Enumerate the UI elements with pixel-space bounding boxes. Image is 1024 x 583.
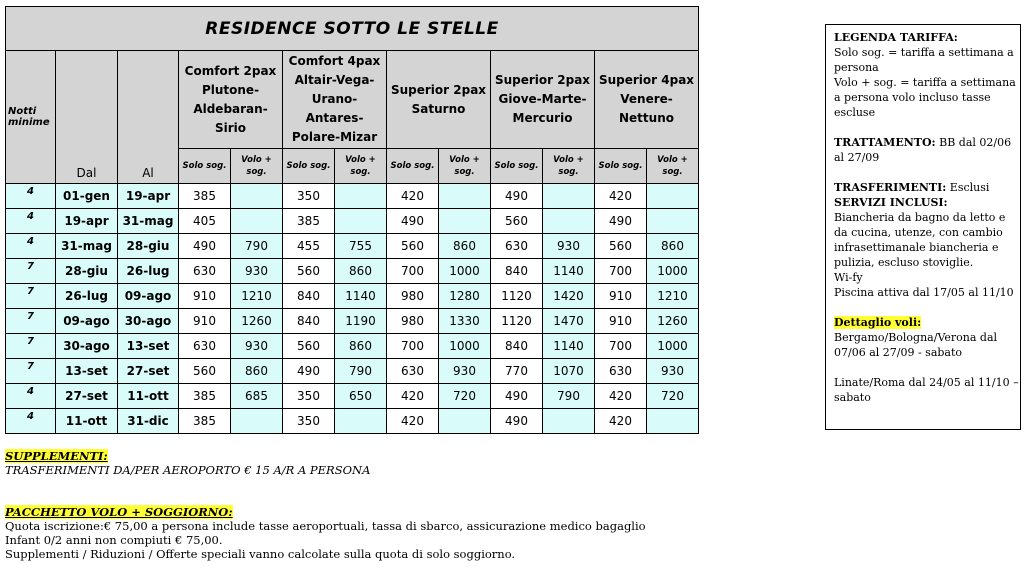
volo-price-cell: 1140 bbox=[543, 259, 595, 284]
volo-price-cell: 1210 bbox=[231, 284, 283, 309]
solo-price-cell: 700 bbox=[595, 334, 647, 359]
volo-price-cell: 860 bbox=[647, 234, 699, 259]
solo-price-cell: 420 bbox=[387, 184, 439, 209]
table-row bbox=[6, 409, 699, 434]
table-title: RESIDENCE SOTTO LE STELLE bbox=[6, 7, 699, 51]
volo-price-cell: 1280 bbox=[439, 284, 491, 309]
solo-price-cell: 560 bbox=[283, 259, 335, 284]
notti-cell: 4 bbox=[6, 184, 56, 209]
volo-price-cell: 930 bbox=[231, 334, 283, 359]
solo-price-cell: 350 bbox=[283, 384, 335, 409]
volo-sog-header: Volo + sog. bbox=[335, 149, 387, 184]
notti-cell: 7 bbox=[6, 259, 56, 284]
price-table bbox=[5, 6, 699, 434]
volo-price-cell bbox=[439, 209, 491, 234]
solo-price-cell: 1120 bbox=[491, 309, 543, 334]
notti-cell: 4 bbox=[6, 209, 56, 234]
voli-bergamo-text: Bergamo/Bologna/Verona dal 07/06 al 27/09 - sabato bbox=[834, 331, 998, 359]
solo-price-cell: 405 bbox=[179, 209, 231, 234]
solo-price-cell: 700 bbox=[387, 334, 439, 359]
solo-price-cell: 1120 bbox=[491, 284, 543, 309]
voli-linate-text: Linate/Roma dal 24/05 al 11/10 – sabato bbox=[834, 376, 1019, 404]
al-cell: 26-lug bbox=[118, 259, 179, 284]
volo-price-cell: 1140 bbox=[335, 284, 387, 309]
room-header-comfort-4pax: Comfort 4pax Altair-Vega-Urano-Antares-Polare-Mizar bbox=[283, 51, 387, 149]
piscina-text: Piscina attiva dal 17/05 al 11/10 bbox=[834, 286, 1014, 299]
volo-price-cell bbox=[231, 409, 283, 434]
solo-price-cell: 385 bbox=[179, 384, 231, 409]
al-cell: 28-giu bbox=[118, 234, 179, 259]
notes-section bbox=[5, 449, 646, 561]
room-header-superior-2pax-giove: Superior 2pax Giove-Marte-Mercurio bbox=[491, 51, 595, 149]
table-row bbox=[6, 234, 699, 259]
solo-price-cell: 490 bbox=[387, 209, 439, 234]
table-row bbox=[6, 209, 699, 234]
al-cell: 27-set bbox=[118, 359, 179, 384]
room-header-superior-2pax-saturno: Superior 2pax Saturno bbox=[387, 51, 491, 149]
volo-price-cell: 1000 bbox=[439, 259, 491, 284]
table-row bbox=[6, 359, 699, 384]
volo-price-cell bbox=[647, 409, 699, 434]
legend-box bbox=[825, 24, 1021, 430]
dettaglio-voli-title: Dettaglio voli: bbox=[834, 316, 922, 329]
notti-minime-header: Notti minime bbox=[6, 51, 56, 184]
legenda-tariffa-title: LEGENDA TARIFFA: bbox=[834, 31, 958, 44]
supplementi-riduzioni-text: Supplementi / Riduzioni / Offerte speciali vanno calcolate sulla quota di solo soggiorno. bbox=[5, 547, 516, 561]
volo-price-cell: 1330 bbox=[439, 309, 491, 334]
solo-price-cell: 420 bbox=[387, 384, 439, 409]
solo-price-cell: 630 bbox=[387, 359, 439, 384]
solo-price-cell: 350 bbox=[283, 409, 335, 434]
al-header: Al bbox=[118, 51, 179, 184]
volo-sog-header: Volo + sog. bbox=[231, 149, 283, 184]
volo-price-cell: 1210 bbox=[647, 284, 699, 309]
dal-cell: 09-ago bbox=[56, 309, 118, 334]
solo-price-cell: 385 bbox=[283, 209, 335, 234]
table-row bbox=[6, 259, 699, 284]
solo-price-cell: 490 bbox=[491, 384, 543, 409]
table-row bbox=[6, 334, 699, 359]
solo-price-cell: 770 bbox=[491, 359, 543, 384]
volo-price-cell bbox=[543, 209, 595, 234]
solo-price-cell: 560 bbox=[387, 234, 439, 259]
pacchetto-title: PACCHETTO VOLO + SOGGIORNO: bbox=[5, 505, 233, 519]
solo-price-cell: 910 bbox=[595, 309, 647, 334]
volo-price-cell: 930 bbox=[231, 259, 283, 284]
solo-price-cell: 910 bbox=[179, 309, 231, 334]
solo-price-cell: 490 bbox=[179, 234, 231, 259]
volo-price-cell bbox=[439, 184, 491, 209]
solo-price-cell: 630 bbox=[179, 334, 231, 359]
volo-price-cell: 1000 bbox=[647, 259, 699, 284]
solo-sog-header: Solo sog. bbox=[283, 149, 335, 184]
volo-price-cell bbox=[543, 184, 595, 209]
solo-sog-header: Solo sog. bbox=[595, 149, 647, 184]
volo-price-cell: 720 bbox=[439, 384, 491, 409]
infant-text: Infant 0/2 anni non compiuti € 75,00. bbox=[5, 533, 223, 547]
room-header-comfort-2pax: Comfort 2pax Plutone-Aldebaran-Sirio bbox=[179, 51, 283, 149]
volo-price-cell bbox=[231, 209, 283, 234]
volo-price-cell: 1260 bbox=[647, 309, 699, 334]
legenda-solo-text: Solo sog. = tariffa a settimana a persona bbox=[834, 46, 1014, 74]
quota-iscrizione-text: Quota iscrizione:€ 75,00 a persona include tasse aeroportuali, tassa di sbarco, assicurazione medico bagaglio bbox=[5, 519, 646, 533]
solo-price-cell: 630 bbox=[595, 359, 647, 384]
solo-price-cell: 840 bbox=[491, 334, 543, 359]
solo-price-cell: 560 bbox=[283, 334, 335, 359]
notti-cell: 7 bbox=[6, 334, 56, 359]
solo-sog-header: Solo sog. bbox=[491, 149, 543, 184]
volo-price-cell: 930 bbox=[543, 234, 595, 259]
servizi-inclusi-text: Biancheria da bagno da letto e da cucina, utenze, con cambio infrasettimanale biancheria e pulizia, escluso stoviglie. bbox=[834, 211, 1006, 269]
volo-price-cell: 1470 bbox=[543, 309, 595, 334]
solo-price-cell: 385 bbox=[179, 184, 231, 209]
solo-price-cell: 455 bbox=[283, 234, 335, 259]
volo-price-cell: 1000 bbox=[647, 334, 699, 359]
dal-cell: 13-set bbox=[56, 359, 118, 384]
pacchetto-line bbox=[5, 505, 646, 519]
volo-price-cell bbox=[335, 209, 387, 234]
dal-cell: 01-gen bbox=[56, 184, 118, 209]
solo-price-cell: 910 bbox=[179, 284, 231, 309]
volo-price-cell: 860 bbox=[335, 334, 387, 359]
volo-price-cell: 1070 bbox=[543, 359, 595, 384]
volo-price-cell bbox=[647, 184, 699, 209]
solo-price-cell: 700 bbox=[387, 259, 439, 284]
al-cell: 09-ago bbox=[118, 284, 179, 309]
solo-price-cell: 420 bbox=[595, 184, 647, 209]
solo-price-cell: 420 bbox=[387, 409, 439, 434]
solo-price-cell: 980 bbox=[387, 309, 439, 334]
servizi-inclusi-title: SERVIZI INCLUSI: bbox=[834, 196, 948, 209]
solo-price-cell: 350 bbox=[283, 184, 335, 209]
solo-price-cell: 630 bbox=[179, 259, 231, 284]
volo-price-cell: 1260 bbox=[231, 309, 283, 334]
volo-price-cell: 860 bbox=[231, 359, 283, 384]
solo-sog-header: Solo sog. bbox=[179, 149, 231, 184]
volo-price-cell: 1000 bbox=[439, 334, 491, 359]
trasferimenti-line bbox=[834, 180, 1020, 195]
volo-price-cell: 930 bbox=[647, 359, 699, 384]
trasferimenti-text: Esclusi bbox=[946, 181, 990, 194]
dal-cell: 11-ott bbox=[56, 409, 118, 434]
volo-price-cell bbox=[543, 409, 595, 434]
solo-price-cell: 980 bbox=[387, 284, 439, 309]
trattamento-line bbox=[834, 135, 1020, 165]
al-cell: 19-apr bbox=[118, 184, 179, 209]
dal-cell: 31-mag bbox=[56, 234, 118, 259]
solo-price-cell: 490 bbox=[283, 359, 335, 384]
al-cell: 31-mag bbox=[118, 209, 179, 234]
dal-cell: 26-lug bbox=[56, 284, 118, 309]
volo-price-cell bbox=[439, 409, 491, 434]
trattamento-title: TRATTAMENTO: bbox=[834, 136, 936, 149]
dal-cell: 28-giu bbox=[56, 259, 118, 284]
solo-price-cell: 490 bbox=[595, 209, 647, 234]
volo-price-cell: 860 bbox=[335, 259, 387, 284]
notti-cell: 7 bbox=[6, 309, 56, 334]
table-row bbox=[6, 309, 699, 334]
volo-sog-header: Volo + sog. bbox=[647, 149, 699, 184]
al-cell: 13-set bbox=[118, 334, 179, 359]
trattamento-text: BB dal 02/06 al 27/09 bbox=[834, 136, 1012, 164]
al-cell: 11-ott bbox=[118, 384, 179, 409]
solo-price-cell: 560 bbox=[179, 359, 231, 384]
solo-price-cell: 490 bbox=[491, 409, 543, 434]
solo-price-cell: 700 bbox=[595, 259, 647, 284]
supplementi-title: SUPPLEMENTI: bbox=[5, 449, 108, 463]
volo-price-cell: 1140 bbox=[543, 334, 595, 359]
volo-sog-header: Volo + sog. bbox=[439, 149, 491, 184]
solo-price-cell: 560 bbox=[595, 234, 647, 259]
volo-price-cell: 930 bbox=[439, 359, 491, 384]
trasferimenti-title: TRASFERIMENTI: bbox=[834, 181, 947, 194]
wifi-text: Wi-fy bbox=[834, 271, 863, 284]
volo-price-cell: 650 bbox=[335, 384, 387, 409]
notti-cell: 7 bbox=[6, 284, 56, 309]
al-cell: 30-ago bbox=[118, 309, 179, 334]
volo-price-cell bbox=[335, 184, 387, 209]
dal-cell: 27-set bbox=[56, 384, 118, 409]
solo-price-cell: 385 bbox=[179, 409, 231, 434]
volo-price-cell: 790 bbox=[231, 234, 283, 259]
al-cell: 31-dic bbox=[118, 409, 179, 434]
solo-price-cell: 420 bbox=[595, 409, 647, 434]
dal-header: Dal bbox=[56, 51, 118, 184]
solo-price-cell: 840 bbox=[283, 284, 335, 309]
solo-price-cell: 490 bbox=[491, 184, 543, 209]
solo-price-cell: 560 bbox=[491, 209, 543, 234]
volo-price-cell: 860 bbox=[439, 234, 491, 259]
notti-cell: 4 bbox=[6, 234, 56, 259]
volo-price-cell bbox=[335, 409, 387, 434]
solo-price-cell: 630 bbox=[491, 234, 543, 259]
volo-price-cell: 720 bbox=[647, 384, 699, 409]
dettaglio-voli-line bbox=[834, 315, 1020, 330]
supplementi-line bbox=[5, 449, 646, 463]
solo-price-cell: 840 bbox=[283, 309, 335, 334]
notti-cell: 7 bbox=[6, 359, 56, 384]
solo-price-cell: 840 bbox=[491, 259, 543, 284]
table-row bbox=[6, 384, 699, 409]
volo-price-cell: 790 bbox=[543, 384, 595, 409]
table-row bbox=[6, 184, 699, 209]
solo-price-cell: 420 bbox=[595, 384, 647, 409]
volo-price-cell: 790 bbox=[335, 359, 387, 384]
volo-price-cell: 685 bbox=[231, 384, 283, 409]
solo-sog-header: Solo sog. bbox=[387, 149, 439, 184]
volo-price-cell: 755 bbox=[335, 234, 387, 259]
notti-cell: 4 bbox=[6, 384, 56, 409]
dal-cell: 19-apr bbox=[56, 209, 118, 234]
dal-cell: 30-ago bbox=[56, 334, 118, 359]
supplementi-text: TRASFERIMENTI DA/PER AEROPORTO € 15 A/R A PERSONA bbox=[5, 463, 371, 477]
table-row bbox=[6, 284, 699, 309]
volo-price-cell: 1190 bbox=[335, 309, 387, 334]
legenda-volo-text: Volo + sog. = tariffa a settimana a persona volo incluso tasse escluse bbox=[834, 76, 1016, 119]
volo-sog-header: Volo + sog. bbox=[543, 149, 595, 184]
volo-price-cell bbox=[231, 184, 283, 209]
solo-price-cell: 910 bbox=[595, 284, 647, 309]
volo-price-cell: 1420 bbox=[543, 284, 595, 309]
notti-cell: 4 bbox=[6, 409, 56, 434]
volo-price-cell bbox=[647, 209, 699, 234]
room-header-superior-4pax: Superior 4pax Venere-Nettuno bbox=[595, 51, 699, 149]
